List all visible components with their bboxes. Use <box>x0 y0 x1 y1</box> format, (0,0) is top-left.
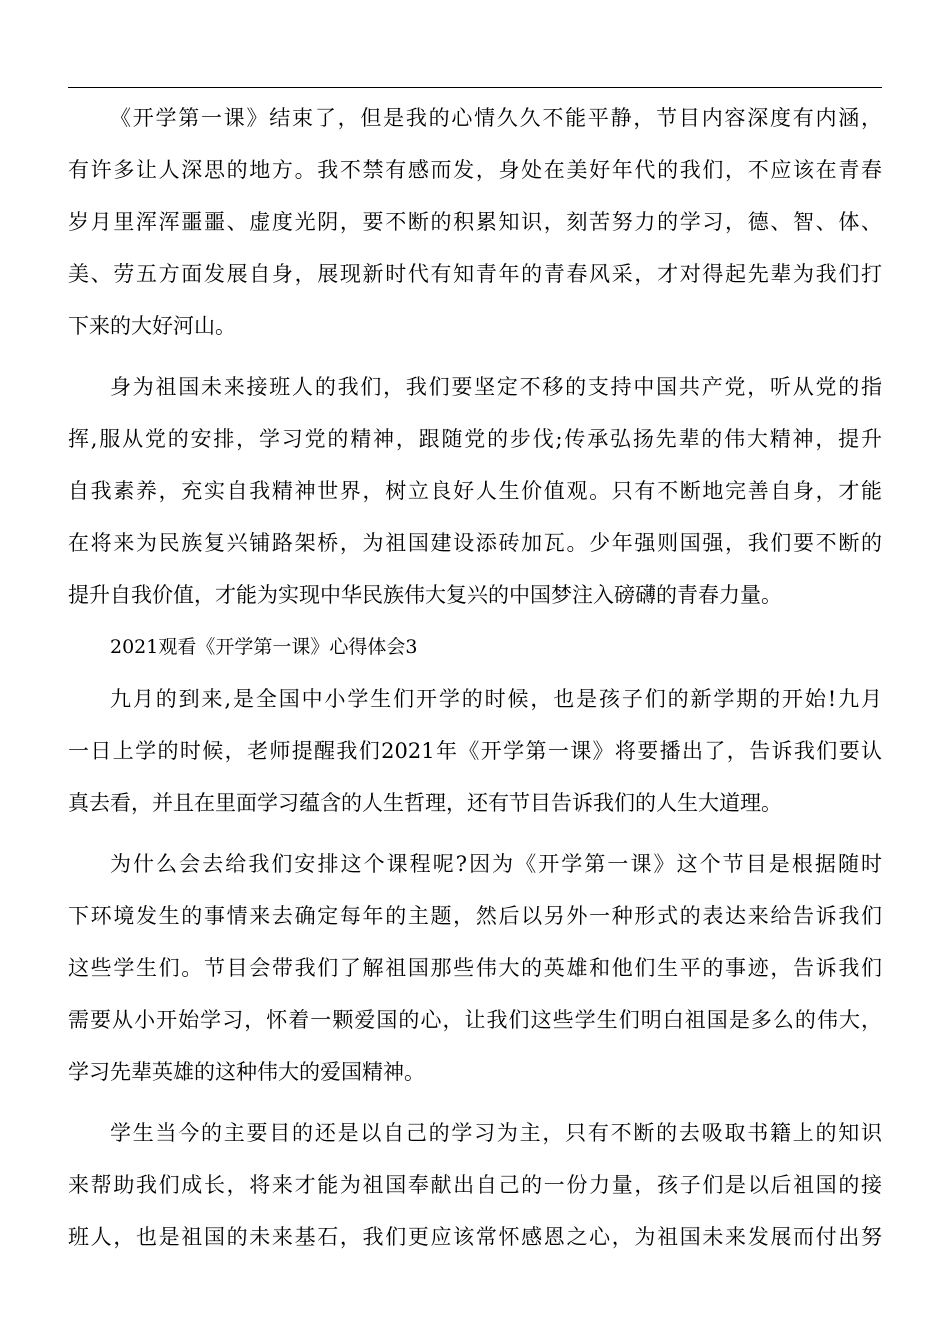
header-rule <box>68 87 882 88</box>
text-line: 提升自我价值，才能为实现中华民族伟大复兴的中国梦注入磅礴的青春力量。 <box>68 583 782 607</box>
text-line: 挥,服从党的安排，学习党的精神，跟随党的步伐;传承弘扬先辈的伟大精神，提升 <box>68 427 882 451</box>
text-line: 《开学第一课》结束了，但是我的心情久久不能平静，节目内容深度有内涵， <box>110 106 882 130</box>
paragraph <box>68 92 882 352</box>
paragraph <box>68 838 882 1098</box>
text-line: 在将来为民族复兴铺路架桥，为祖国建设添砖加瓦。少年强则国强，我们要不断的 <box>68 531 882 555</box>
text-line: 下来的大好河山。 <box>68 314 236 338</box>
document-body <box>68 92 882 1263</box>
text-line: 学习先辈英雄的这种伟大的爱国精神。 <box>68 1060 425 1084</box>
text-line: 学生当今的主要目的还是以自己的学习为主，只有不断的去吸取书籍上的知识 <box>110 1121 882 1145</box>
text-line: 下环境发生的事情来去确定每年的主题，然后以另外一种形式的表达来给告诉我们 <box>68 904 882 928</box>
text-line: 为什么会去给我们安排这个课程呢?因为《开学第一课》这个节目是根据随时 <box>110 852 882 876</box>
text-line: 班人，也是祖国的未来基石，我们更应该常怀感恩之心，为祖国未来发展而付出努 <box>68 1225 882 1249</box>
paragraph <box>68 1107 882 1263</box>
text-line: 这些学生们。节目会带我们了解祖国那些伟大的英雄和他们生平的事迹，告诉我们 <box>68 956 882 980</box>
text-line: 九月的到来,是全国中小学生们开学的时候，也是孩子们的新学期的开始!九月 <box>110 687 882 711</box>
paragraph <box>68 673 882 829</box>
heading-line: 2021观看《开学第一课》心得体会3 <box>110 636 418 658</box>
text-line: 一日上学的时候，老师提醒我们2021年《开学第一课》将要播出了，告诉我们要认 <box>68 739 882 763</box>
section-heading <box>68 621 882 673</box>
text-line: 真去看，并且在里面学习蕴含的人生哲理，还有节目告诉我们的人生大道理。 <box>68 791 782 815</box>
text-line: 来帮助我们成长，将来才能为祖国奉献出自己的一份力量，孩子们是以后祖国的接 <box>68 1173 882 1197</box>
text-line: 岁月里浑浑噩噩、虚度光阴，要不断的积累知识，刻苦努力的学习，德、智、体、 <box>68 210 882 234</box>
text-line: 有许多让人深思的地方。我不禁有感而发，身处在美好年代的我们，不应该在青春 <box>68 158 882 182</box>
text-line: 身为祖国未来接班人的我们，我们要坚定不移的支持中国共产党，听从党的指 <box>110 375 882 399</box>
text-line: 美、劳五方面发展自身，展现新时代有知青年的青春风采，才对得起先辈为我们打 <box>68 262 882 286</box>
text-line: 自我素养，充实自我精神世界，树立良好人生价值观。只有不断地完善自身，才能 <box>68 479 882 503</box>
text-line: 需要从小开始学习，怀着一颗爱国的心，让我们这些学生们明白祖国是多么的伟大， <box>68 1008 882 1032</box>
paragraph <box>68 361 882 621</box>
